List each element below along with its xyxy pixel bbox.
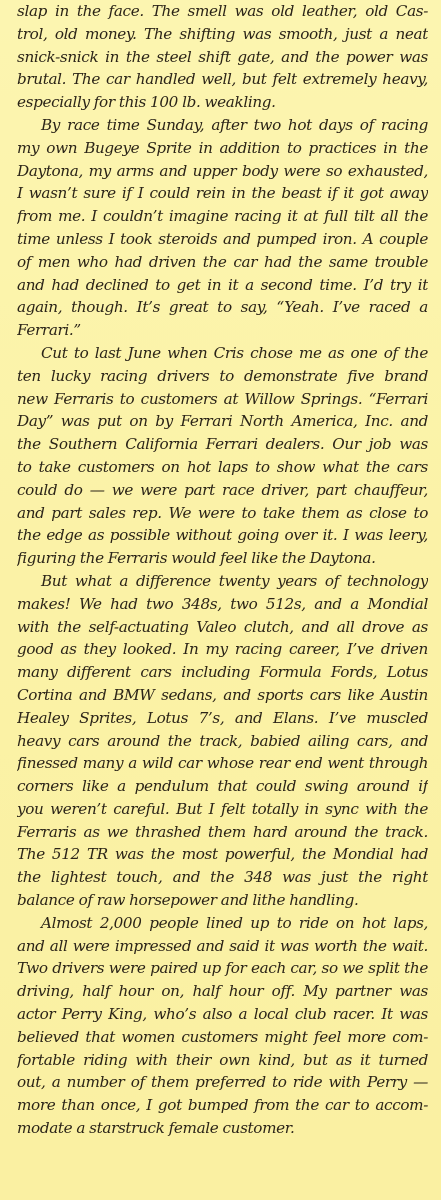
text-line: to take customers on hot laps to show what the cars bbox=[17, 457, 428, 476]
text-line: the edge as possible without going over it. I was leery, bbox=[17, 526, 428, 545]
text-line: and had declined to get in it a second time. I’d try it bbox=[17, 275, 428, 294]
text-line: actor Perry King, who’s also a local club racer. It was bbox=[17, 1005, 428, 1024]
text-line: Ferrari.” bbox=[17, 321, 81, 340]
text-line: of men who had driven the car had the same trouble bbox=[17, 252, 428, 271]
text-line: and all were impressed and said it was worth the wait. bbox=[17, 936, 428, 955]
text-line: But what a difference twenty years of technology bbox=[41, 571, 428, 590]
text-line: time unless I took steroids and pumped iron. A couple bbox=[17, 229, 428, 248]
article-paragraph bbox=[17, 570, 428, 912]
article-paragraph bbox=[17, 342, 428, 570]
text-line: from me. I couldn’t imagine racing it at full tilt all the bbox=[17, 207, 428, 226]
text-line: Day” was put on by Ferrari North America, Inc. and bbox=[17, 412, 428, 431]
text-line: By race time Sunday, after two hot days of racing bbox=[41, 115, 428, 134]
text-line: finessed many a wild car whose rear end went through bbox=[17, 754, 428, 773]
text-line: snick-snick in the steel shift gate, and the power was bbox=[17, 47, 428, 66]
text-line: Healey Sprites, Lotus 7’s, and Elans. I’ve muscled bbox=[17, 708, 428, 727]
text-line: believed that women customers might feel more com- bbox=[17, 1027, 428, 1046]
text-line: figuring the Ferraris would feel like the Daytona. bbox=[17, 549, 376, 568]
text-line: Two drivers were paired up for each car, so we split the bbox=[17, 959, 428, 978]
text-line: you weren’t careful. But I felt totally in sync with the bbox=[17, 799, 428, 818]
text-line: makes! We had two 348s, two 512s, and a Mondial bbox=[17, 594, 428, 613]
text-line: many different cars including Formula Fords, Lotus bbox=[17, 663, 428, 682]
text-line: the lightest touch, and the 348 was just the right bbox=[17, 868, 428, 887]
text-line: brutal. The car handled well, but felt extremely heavy, bbox=[17, 70, 428, 89]
text-line: heavy cars around the track, babied ailing cars, and bbox=[17, 731, 428, 750]
text-line: modate a starstruck female customer. bbox=[17, 1119, 295, 1138]
text-line: Almost 2,000 people lined up to ride on hot laps, bbox=[41, 913, 428, 932]
text-line: trol, old money. The shifting was smooth, just a neat bbox=[17, 24, 428, 43]
text-line: Cortina and BMW sedans, and sports cars like Austin bbox=[17, 685, 428, 704]
text-line: I wasn’t sure if I could rein in the beast if it got away bbox=[17, 184, 428, 203]
text-line: could do — we were part race driver, part chauffeur, bbox=[17, 480, 428, 499]
text-line: again, though. It’s great to say, “Yeah. I’ve raced a bbox=[17, 298, 428, 317]
text-line: balance of raw horsepower and lithe handling. bbox=[17, 891, 359, 910]
article-paragraph bbox=[17, 912, 428, 1140]
text-line: driving, half hour on, half hour off. My partner was bbox=[17, 982, 428, 1001]
article-paragraph bbox=[17, 114, 428, 342]
article-paragraph bbox=[17, 0, 428, 114]
text-line: more than once, I got bumped from the car to accom- bbox=[17, 1096, 428, 1115]
text-line: the Southern California Ferrari dealers. Our job was bbox=[17, 435, 428, 454]
text-line: fortable riding with their own kind, but as it turned bbox=[17, 1050, 428, 1069]
text-line: with the self-actuating Valeo clutch, and all drove as bbox=[17, 617, 428, 636]
text-line: good as they looked. In my racing career, I’ve driven bbox=[17, 640, 428, 659]
text-line: new Ferraris to customers at Willow Springs. “Ferrari bbox=[17, 389, 428, 408]
text-line: slap in the face. The smell was old leather, old Cas- bbox=[17, 2, 428, 20]
text-line: and part sales rep. We were to take them as close to bbox=[17, 503, 428, 522]
article-body bbox=[17, 0, 428, 1140]
text-line: Daytona, my arms and upper body were so exhausted, bbox=[17, 161, 428, 180]
text-line: The 512 TR was the most powerful, the Mondial had bbox=[17, 845, 428, 864]
text-line: out, a number of them preferred to ride with Perry — bbox=[17, 1073, 428, 1092]
text-line: Cut to last June when Cris chose me as one of the bbox=[41, 343, 428, 362]
text-line: my own Bugeye Sprite in addition to practices in the bbox=[17, 138, 428, 157]
text-line: corners like a pendulum that could swing around if bbox=[17, 777, 428, 796]
text-line: Ferraris as we thrashed them hard around the track. bbox=[17, 822, 428, 841]
text-line: ten lucky racing drivers to demonstrate five brand bbox=[17, 366, 428, 385]
text-line: especially for this 100 lb. weakling. bbox=[17, 93, 276, 112]
